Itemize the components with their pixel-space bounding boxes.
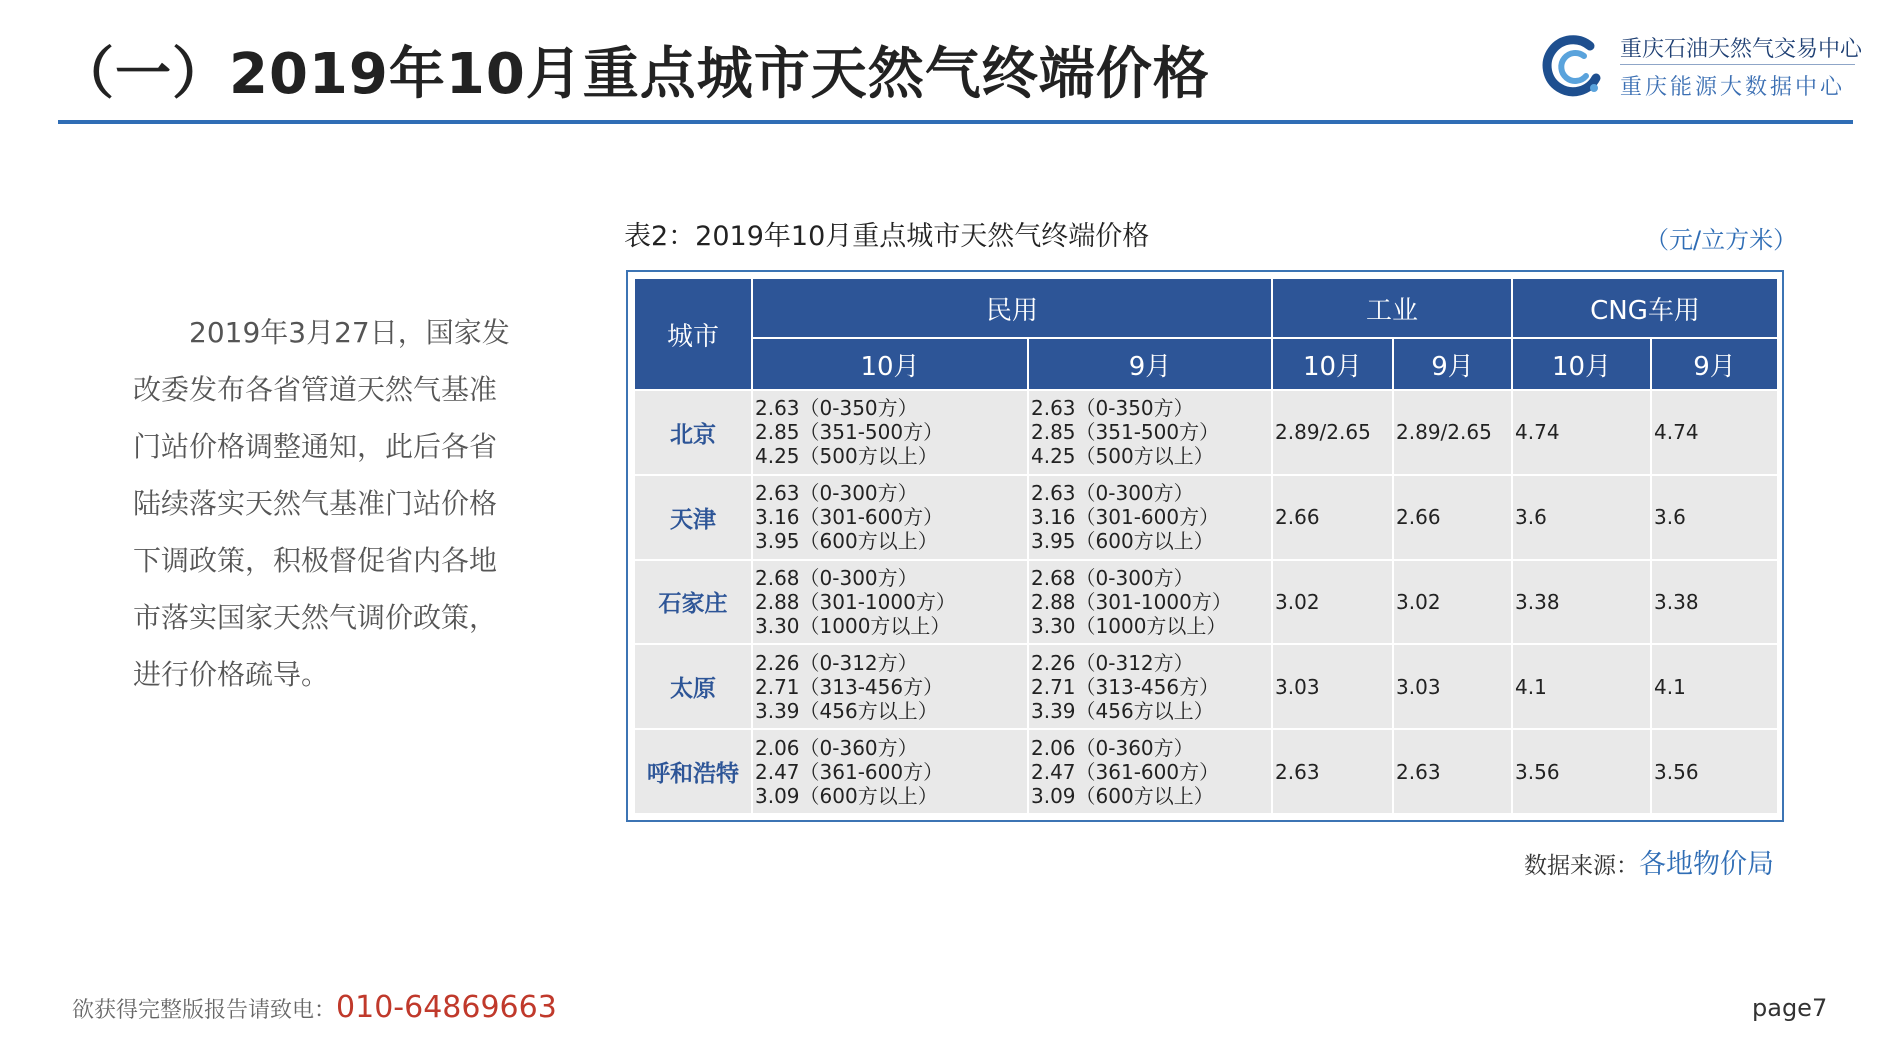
tier-price: 3.09（600方以上） xyxy=(755,783,938,808)
residential-sep-cell xyxy=(1028,644,1272,729)
tier-price: 3.95（600方以上） xyxy=(1031,529,1214,554)
cng-oct-cell: 3.6 xyxy=(1512,475,1651,560)
tier-price: 2.68（0-300方） xyxy=(755,565,918,590)
tier-price: 3.16（301-600方） xyxy=(1031,505,1220,530)
cng-sep-cell: 4.1 xyxy=(1651,644,1778,729)
logo-name-line2: 重庆能源大数据中心 xyxy=(1620,75,1846,100)
tier-price: 2.06（0-360方） xyxy=(755,735,918,760)
tier-price: 3.95（600方以上） xyxy=(755,529,938,554)
logo-name-line1: 重庆石油天然气交易中心 xyxy=(1620,37,1863,62)
cng-sep-cell: 3.38 xyxy=(1651,560,1778,645)
tier-price: 2.63（0-350方） xyxy=(1031,396,1194,421)
cng-oct-cell: 4.1 xyxy=(1512,644,1651,729)
cng-sep-cell: 4.74 xyxy=(1651,390,1778,475)
cng-oct-cell: 4.74 xyxy=(1512,390,1651,475)
tier-price: 3.30（1000方以上） xyxy=(1031,613,1227,638)
table-caption: 表2：2019年10月重点城市天然气终端价格 xyxy=(624,221,1150,252)
tier-price: 2.26（0-312方） xyxy=(755,650,918,675)
tier-price: 3.16（301-600方） xyxy=(755,505,944,530)
title-divider xyxy=(58,120,1853,124)
residential-oct-cell xyxy=(752,475,1028,560)
industrial-oct-cell: 3.03 xyxy=(1272,644,1393,729)
table-row xyxy=(634,644,1778,729)
data-source xyxy=(1524,842,1774,881)
contact-label: 欲获得完整版报告请致电： xyxy=(72,998,337,1023)
cng-oct-cell: 3.38 xyxy=(1512,560,1651,645)
industrial-sep-cell: 3.03 xyxy=(1393,644,1512,729)
cng-sep-cell: 3.6 xyxy=(1651,475,1778,560)
header-month: 9月 xyxy=(1393,338,1512,390)
intro-paragraph: 2019年3月27日，国家发改委发布各省管道天然气基准门站价格调整通知，此后各省陆续落实天然气基准门站价格下调政策，积极督促省内各地市落实国家天然气调价政策，进行价格疏导。 xyxy=(133,316,510,691)
industrial-sep-cell: 2.63 xyxy=(1393,729,1512,814)
tier-price: 2.85（351-500方） xyxy=(1031,420,1220,445)
city-cell: 天津 xyxy=(634,475,752,560)
industrial-sep-cell: 2.66 xyxy=(1393,475,1512,560)
table-row xyxy=(634,560,1778,645)
contact-phone: 010-64869663 xyxy=(336,990,557,1025)
residential-oct-cell xyxy=(752,729,1028,814)
industrial-oct-cell: 3.02 xyxy=(1272,560,1393,645)
industrial-oct-cell: 2.66 xyxy=(1272,475,1393,560)
table-unit: （元/立方米） xyxy=(1645,226,1798,254)
tier-price: 3.39（456方以上） xyxy=(755,698,938,723)
table-row xyxy=(634,390,1778,475)
tier-price: 2.88（301-1000方） xyxy=(755,589,956,614)
residential-oct-cell xyxy=(752,390,1028,475)
industrial-sep-cell: 2.89/2.65 xyxy=(1393,390,1512,475)
header-city: 城市 xyxy=(634,278,752,390)
contact-line xyxy=(72,990,557,1025)
tier-price: 2.63（0-300方） xyxy=(755,481,918,506)
header-month: 10月 xyxy=(752,338,1028,390)
tier-price: 4.25（500方以上） xyxy=(1031,444,1214,469)
logo-mark-icon xyxy=(1538,32,1610,104)
tier-price: 2.63（0-300方） xyxy=(1031,481,1194,506)
city-cell: 太原 xyxy=(634,644,752,729)
tier-price: 3.09（600方以上） xyxy=(1031,783,1214,808)
cng-sep-cell: 3.56 xyxy=(1651,729,1778,814)
tier-price: 2.63（0-350方） xyxy=(755,396,918,421)
cng-oct-cell: 3.56 xyxy=(1512,729,1651,814)
residential-oct-cell xyxy=(752,644,1028,729)
tier-price: 2.71（313-456方） xyxy=(1031,674,1220,699)
data-source-value: 各地物价局 xyxy=(1639,849,1774,880)
tier-price: 2.68（0-300方） xyxy=(1031,565,1194,590)
header-month: 9月 xyxy=(1028,338,1272,390)
residential-sep-cell xyxy=(1028,560,1272,645)
page-number: page7 xyxy=(1752,994,1828,1022)
tier-price: 3.39（456方以上） xyxy=(1031,698,1214,723)
tier-price: 4.25（500方以上） xyxy=(755,444,938,469)
header-group-residential: 民用 xyxy=(752,278,1272,338)
logo xyxy=(1538,30,1863,110)
tier-price: 2.47（361-600方） xyxy=(1031,759,1220,784)
tier-price: 2.47（361-600方） xyxy=(755,759,944,784)
tier-price: 2.06（0-360方） xyxy=(1031,735,1194,760)
residential-sep-cell xyxy=(1028,729,1272,814)
page-title: （一）2019年10月重点城市天然气终端价格 xyxy=(58,42,1210,107)
residential-sep-cell xyxy=(1028,390,1272,475)
tier-price: 2.85（351-500方） xyxy=(755,420,944,445)
header-group-industrial: 工业 xyxy=(1272,278,1512,338)
data-source-label: 数据来源： xyxy=(1524,853,1639,879)
industrial-sep-cell: 3.02 xyxy=(1393,560,1512,645)
header-month: 10月 xyxy=(1512,338,1651,390)
city-cell: 呼和浩特 xyxy=(634,729,752,814)
city-cell: 北京 xyxy=(634,390,752,475)
residential-sep-cell xyxy=(1028,475,1272,560)
industrial-oct-cell: 2.89/2.65 xyxy=(1272,390,1393,475)
tier-price: 2.71（313-456方） xyxy=(755,674,944,699)
residential-oct-cell xyxy=(752,560,1028,645)
price-table xyxy=(633,277,1779,815)
price-table-frame xyxy=(626,270,1784,822)
city-cell: 石家庄 xyxy=(634,560,752,645)
table-row xyxy=(634,729,1778,814)
tier-price: 2.26（0-312方） xyxy=(1031,650,1194,675)
tier-price: 3.30（1000方以上） xyxy=(755,613,951,638)
header-group-cng: CNG车用 xyxy=(1512,278,1778,338)
tier-price: 2.88（301-1000方） xyxy=(1031,589,1232,614)
header-month: 9月 xyxy=(1651,338,1778,390)
table-row xyxy=(634,475,1778,560)
industrial-oct-cell: 2.63 xyxy=(1272,729,1393,814)
logo-divider xyxy=(1620,64,1855,65)
header-month: 10月 xyxy=(1272,338,1393,390)
